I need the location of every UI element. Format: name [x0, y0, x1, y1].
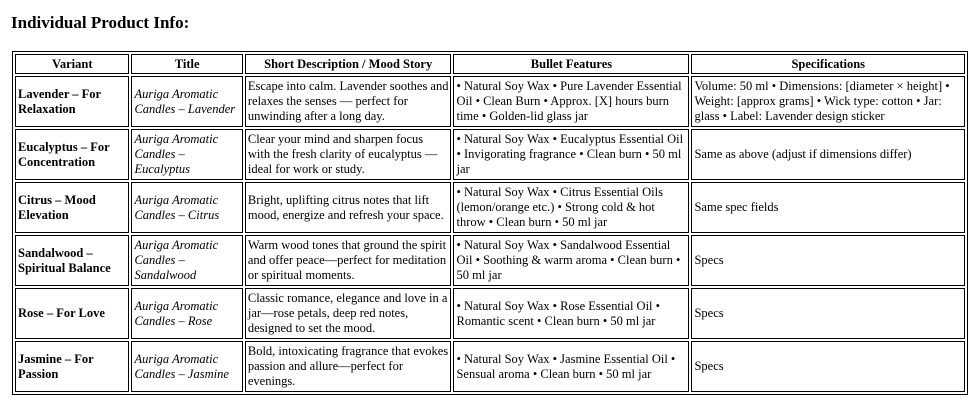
- header-title: Title: [131, 54, 242, 74]
- table-row: [15, 182, 965, 233]
- features-cell: • Natural Soy Wax • Sandalwood Essential Oil • Soothing & warm aroma • Clean burn • 50 ml jar: [453, 235, 689, 286]
- specs-cell: Volume: 50 ml • Dimensions: [diameter × height] • Weight: [approx grams] • Wick type: cotton • Jar: glass • Label: Lavender design sticker: [691, 76, 965, 127]
- table-row: [15, 76, 965, 127]
- features-cell: • Natural Soy Wax • Eucalyptus Essential Oil • Invigorating fragrance • Clean burn • 50 ml jar: [453, 129, 689, 180]
- header-variant: Variant: [15, 54, 129, 74]
- specs-cell: Specs: [691, 288, 965, 339]
- description-cell: Bold, intoxicating fragrance that evokes passion and allure—perfect for evenings.: [245, 341, 452, 392]
- specs-cell: Same as above (adjust if dimensions differ): [691, 129, 965, 180]
- description-cell: Escape into calm. Lavender soothes and relaxes the senses — perfect for unwinding after a long day.: [245, 76, 452, 127]
- header-bullet-features: Bullet Features: [453, 54, 689, 74]
- title-cell: Auriga Aromatic Candles – Sandalwood: [131, 235, 242, 286]
- table-header-row: [15, 54, 965, 74]
- title-cell: Auriga Aromatic Candles – Eucalyptus: [131, 129, 242, 180]
- variant-cell: Eucalyptus – For Concentration: [15, 129, 129, 180]
- variant-cell: Jasmine – For Passion: [15, 341, 129, 392]
- title-cell: Auriga Aromatic Candles – Jasmine: [131, 341, 242, 392]
- page-heading: Individual Product Info:: [11, 13, 190, 32]
- header-description: Short Description / Mood Story: [245, 54, 452, 74]
- specs-cell: Specs: [691, 341, 965, 392]
- title-cell: Auriga Aromatic Candles – Rose: [131, 288, 242, 339]
- specs-cell: Same spec fields: [691, 182, 965, 233]
- table-row: [15, 288, 965, 339]
- features-cell: • Natural Soy Wax • Jasmine Essential Oil • Sensual aroma • Clean burn • 50 ml jar: [453, 341, 689, 392]
- title-cell: Auriga Aromatic Candles – Citrus: [131, 182, 242, 233]
- product-info-table: [12, 51, 968, 395]
- header-specifications: Specifications: [691, 54, 965, 74]
- description-cell: Bright, uplifting citrus notes that lift mood, energize and refresh your space.: [245, 182, 452, 233]
- table-row: [15, 129, 965, 180]
- variant-cell: Sandalwood – Spiritual Balance: [15, 235, 129, 286]
- features-cell: • Natural Soy Wax • Rose Essential Oil • Romantic scent • Clean burn • 50 ml jar: [453, 288, 689, 339]
- variant-cell: Rose – For Love: [15, 288, 129, 339]
- features-cell: • Natural Soy Wax • Citrus Essential Oils (lemon/orange etc.) • Strong cold & hot throw • Clean burn • 50 ml jar: [453, 182, 689, 233]
- title-cell: Auriga Aromatic Candles – Lavender: [131, 76, 242, 127]
- description-cell: Clear your mind and sharpen focus with the fresh clarity of eucalyptus — ideal for work or study.: [245, 129, 452, 180]
- variant-cell: Citrus – Mood Elevation: [15, 182, 129, 233]
- description-cell: Warm wood tones that ground the spirit and offer peace—perfect for meditation or spiritual moments.: [245, 235, 452, 286]
- specs-cell: Specs: [691, 235, 965, 286]
- features-cell: • Natural Soy Wax • Pure Lavender Essential Oil • Clean Burn • Approx. [X] hours burn time • Golden-lid glass jar: [453, 76, 689, 127]
- description-cell: Classic romance, elegance and love in a jar—rose petals, deep red notes, designed to set the mood.: [245, 288, 452, 339]
- table-row: [15, 341, 965, 392]
- variant-cell: Lavender – For Relaxation: [15, 76, 129, 127]
- table-row: [15, 235, 965, 286]
